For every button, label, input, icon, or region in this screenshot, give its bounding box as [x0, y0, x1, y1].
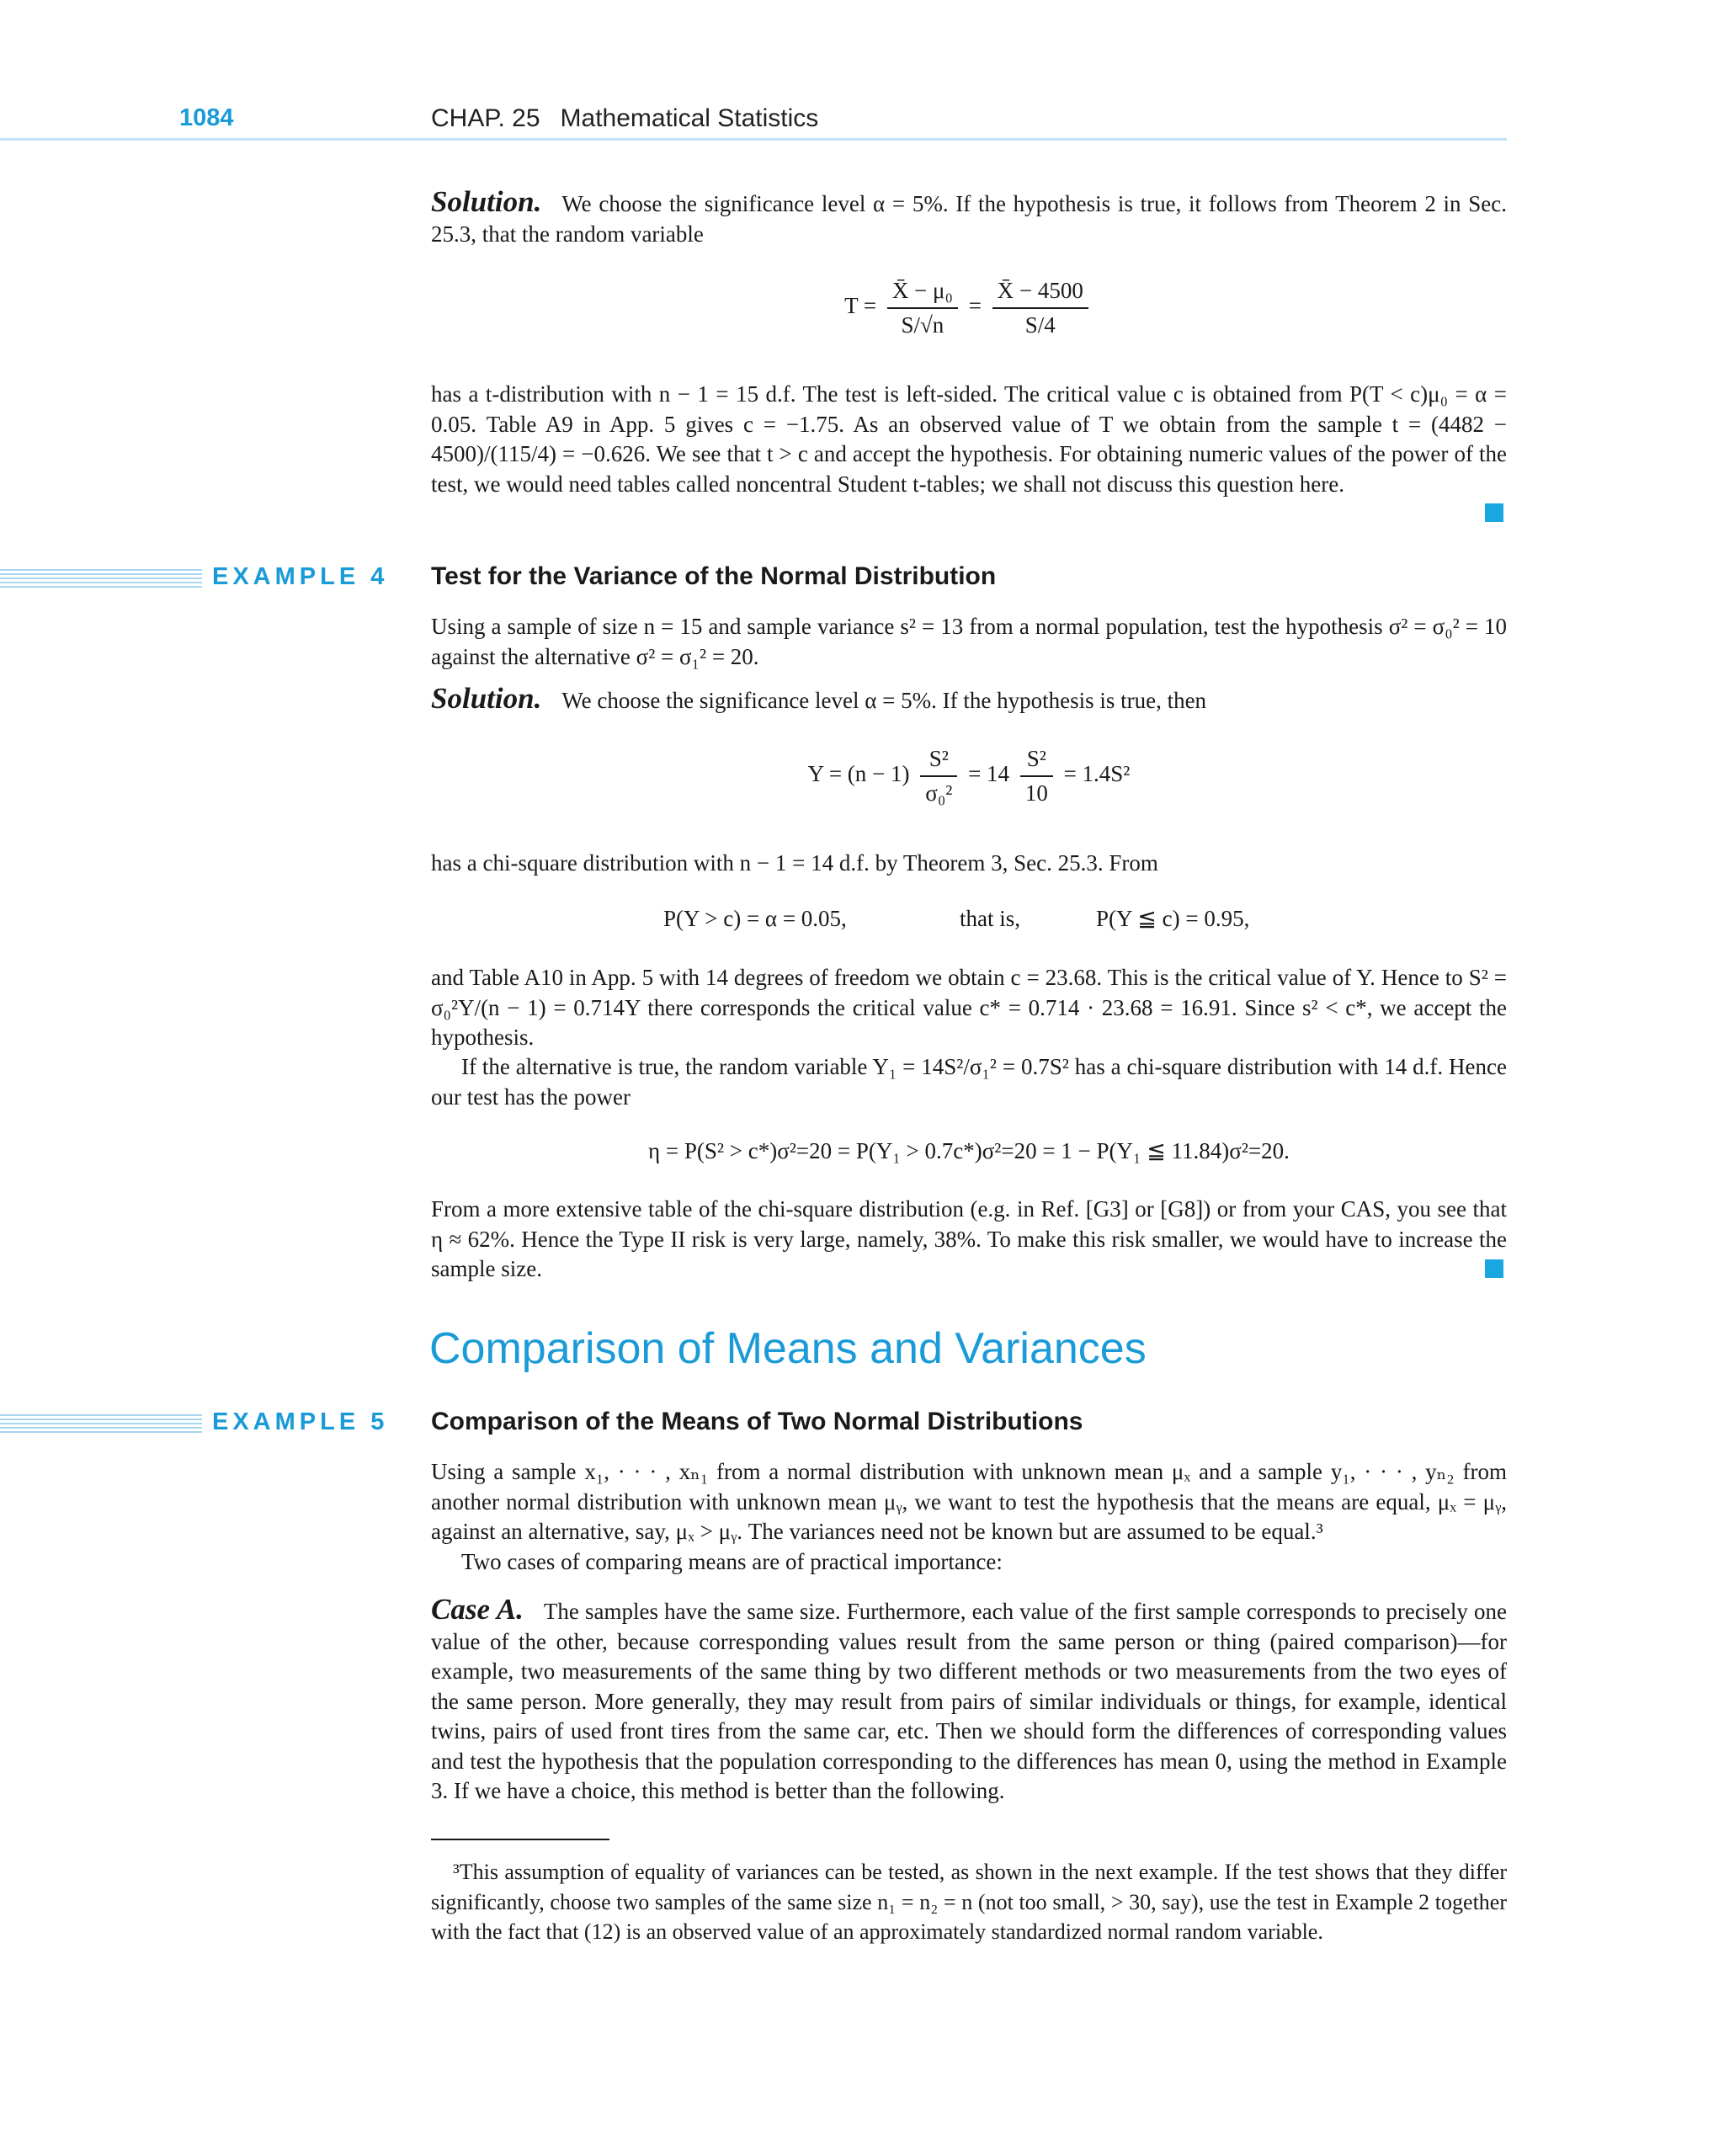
paragraph: has a t-distribution with n − 1 = 15 d.f. The test is left-sided. The critical value c is obtained from P(T < c)μ₀ = α = 0.05. Table A9 in App. 5 gives c = −1.75. As an observed value of T we obtain from the sample t = (4482 − 4500)/(115/4) = −0.626. We see that t > c and accept the hypothesis. For obtaining numeric values of the power of the test, we would need tables called noncentral Student t-tables; we shall not discuss this question here.: [431, 381, 1507, 497]
paragraph: has a chi-square distribution with n − 1 = 14 d.f. by Theorem 3, Sec. 25.3. From: [431, 850, 1158, 876]
running-header: [431, 104, 818, 133]
paragraph: Using a sample of size n = 15 and sample variance s² = 13 from a normal population, test the hypothesis σ² = σ₀² = 10 against the alternative σ² = σ₁² = 20.: [431, 614, 1507, 669]
equation-t-statistic: T = $\frac{\text{X̄ − μ₀}}{S/√n}$ = $\frac{X̄ - 4500}{S/4}$: [431, 278, 1507, 338]
equation-probability: P(Y ≦ c) = 0.95,: [1096, 906, 1250, 931]
example-title: Comparison of the Means of Two Normal Distributions: [431, 1408, 1083, 1435]
paragraph: Using a sample x₁, · · · , xₙ₁ from a normal distribution with unknown mean μₓ and a sample y₁, · · · , yₙ₂ from another normal distribution with unknown mean μᵧ, we want to test the hypothesis that the means are equal, μₓ = μᵧ, against an alternative, say, μₓ > μᵧ. The variances need not be known but are assumed to be equal.³: [431, 1459, 1507, 1544]
solution-paragraph: Solution. We choose the significance level α = 5%. If the hypothesis is true, then: [431, 682, 1207, 715]
case-a-paragraph: [431, 1594, 1507, 1807]
equation-connector: that is,: [960, 906, 1020, 931]
page-number: 1084: [179, 104, 234, 131]
end-of-solution-marker: [1485, 1259, 1503, 1278]
equation-y-statistic: Y = (n − 1) $\frac{\text{S²}}{\text{σ₀²}}$ = 14 $\frac{\text{S²}}{10}$ = 1.4S²: [807, 746, 1131, 806]
fraction: $\frac{\text{S²}}{\text{σ₀²}}$: [920, 746, 957, 807]
example-title: Test for the Variance of the Normal Distribution: [431, 562, 997, 590]
example-label: EXAMPLE 4: [212, 563, 389, 590]
example-label: EXAMPLE 5: [212, 1408, 389, 1435]
chapter-title: Mathematical Statistics: [560, 104, 819, 132]
equation-probability: P(Y > c) = α = 0.05,: [663, 906, 847, 931]
paragraph: If the alternative is true, the random variable Y₁ = 14S²/σ₁² = 0.7S² has a chi-square distribution with 14 d.f. Hence our test has the power: [431, 1054, 1507, 1110]
example-bar: [0, 569, 202, 589]
solution-text: We choose the significance level α = 5%. If the hypothesis is true, it follows from Theorem 2 in Sec. 25.3, that the random variable: [431, 191, 1507, 247]
solution-lead: Solution.: [431, 682, 542, 715]
equation-power: η = P(S² > c*)σ²=20 = P(Y₁ > 0.7c*)σ²=20 = 1 − P(Y₁ ≦ 11.84)σ²=20.: [648, 1138, 1290, 1163]
case-lead: Case A.: [431, 1593, 524, 1626]
paragraph: From a more extensive table of the chi-square distribution (e.g. in Ref. [G3] or [G8]) or from your CAS, you see that η ≈ 62%. Hence the Type II risk is very large, namely, 38%. To make this risk smaller, we would have to increase the sample size.: [431, 1196, 1507, 1281]
fraction: $\frac{\text{S²}}{10}$: [1020, 746, 1053, 807]
solution-lead: Solution.: [431, 185, 542, 218]
header-rule: [0, 138, 1507, 141]
fraction: $\frac{X̄ - 4500}{S/4}$: [992, 278, 1088, 338]
end-of-solution-marker: [1485, 503, 1503, 522]
solution-paragraph: [431, 187, 1507, 249]
paragraph: Two cases of comparing means are of practical importance:: [461, 1549, 1003, 1574]
paragraph: and Table A10 in App. 5 with 14 degrees of freedom we obtain c = 23.68. This is the critical value of Y. Hence to S² = σ₀²Y/(n − 1) = 0.714Y there corresponds the critical value c* = 0.714 · 23.68 = 16.91. Since s² < c*, we accept the hypothesis.: [431, 965, 1507, 1050]
section-title: Comparison of Means and Variances: [429, 1324, 1147, 1373]
case-text: The samples have the same size. Furthermore, each value of the first sample corresponds to precisely one value of the other, because corresponding values result from the same person or thing (paired comparison)—for example, two measurements of the same thing by two different methods or two measurements from the two eyes of the same person. More generally, they may result from pairs of similar individuals or things, for example, identical twins, pairs of used front tires from the same car, etc. Then we should form the differences of corresponding values and test the hypothesis that the population corresponding to the differences has mean 0, using the method in Example 3. If we have a choice, this method is better than the following.: [431, 1599, 1507, 1803]
eq-lhs: T =: [844, 293, 877, 319]
chapter-number: CHAP. 25: [431, 104, 540, 132]
footnote-rule: [431, 1839, 609, 1840]
example-bar: [0, 1414, 202, 1435]
fraction: $\frac{\text{X̄ − μ₀}}{S/√n}$: [887, 278, 958, 338]
footnote: ³This assumption of equality of variances can be tested, as shown in the next example. If the test shows that they differ significantly, choose two samples of the same size n₁ = n₂ = n (not too small, > 30, say), use the test in Example 2 together with the fact that (12) is an observed value of an approximately standardized normal random variable.: [431, 1860, 1507, 1944]
